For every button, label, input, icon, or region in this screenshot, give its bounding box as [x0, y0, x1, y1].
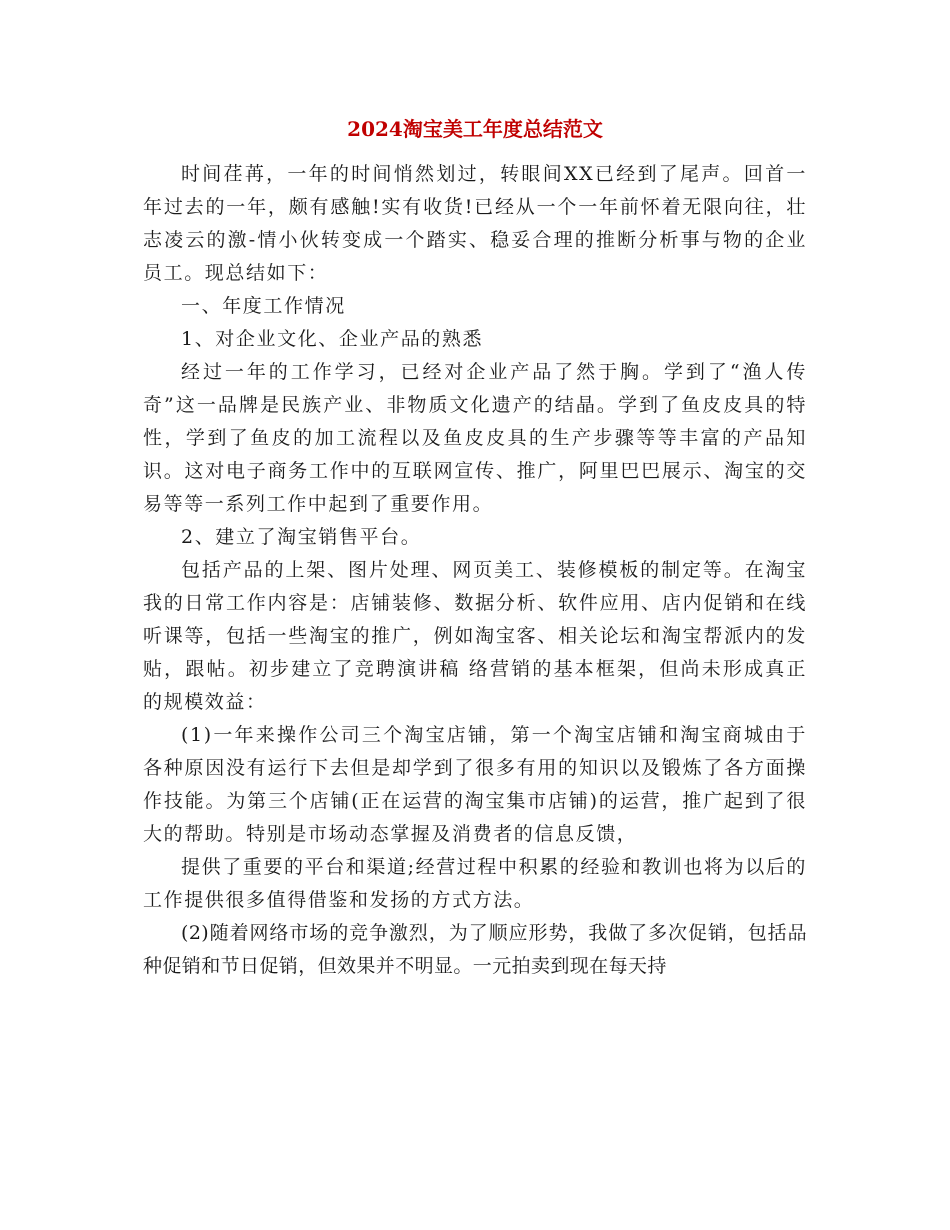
paragraph-culture-products: 经过一年的工作学习，已经对企业产品了然于胸。学到了“渔人传奇”这一品牌是民族产业、非物质文化遗产的结晶。学到了鱼皮皮具的特性，学到了鱼皮的加工流程以及鱼皮皮具的生产步骤等等丰富的产品知识。这对电子商务工作中的互联网宣传、推广，阿里巴巴展示、淘宝的交易等等一系列工作中起到了重要作用。 [143, 361, 807, 515]
subheading-taobao-platform: 2、建立了淘宝销售平台。 [181, 526, 422, 548]
paragraph-item-1-continued: 提供了重要的平台和渠道;经营过程中积累的经验和教训也将为以后的工作提供很多值得借鉴和发扬的方式方法。 [143, 856, 808, 911]
document-title: 2024淘宝美工年度总结范文 [347, 117, 603, 141]
subheading-culture-products: 1、对企业文化、企业产品的熟悉 [181, 328, 484, 350]
paragraph-item-1: (1)一年来操作公司三个淘宝店铺，第一个淘宝店铺和淘宝商城由于各种原因没有运行下去但是却学到了很多有用的知识以及锻炼了各方面操作技能。为第三个店铺(正在运营的淘宝集市店铺)的运营，推广起到了很大的帮助。特别是市场动态掌握及消费者的信息反馈， [143, 724, 807, 845]
paragraph-item-2: (2)随着网络市场的竞争激烈，为了顺应形势，我做了多次促销，包括品种促销和节日促销，但效果并不明显。一元拍卖到现在每天持 [143, 922, 807, 977]
paragraph-intro: 时间荏苒，一年的时间悄然划过，转眼间XX已经到了尾声。回首一年过去的一年，颇有感触!实有收货!已经从一个一年前怀着无限向往，壮志凌云的激-情小伙转变成一个踏实、稳妥合理的推断分析事与物的企业员工。现总结如下： [143, 163, 807, 284]
heading-annual-work: 一、年度工作情况 [181, 295, 346, 317]
document-body [143, 158, 807, 983]
paragraph-taobao-platform: 包括产品的上架、图片处理、网页美工、装修模板的制定等。在淘宝我的日常工作内容是：店铺装修、数据分析、软件应用、店内促销和在线听课等，包括一些淘宝的推广，例如淘宝客、相关论坛和淘宝帮派内的发贴，跟帖。初步建立了竞聘演讲稿 络营销的基本框架，但尚未形成真正的规模效益： [143, 559, 807, 713]
